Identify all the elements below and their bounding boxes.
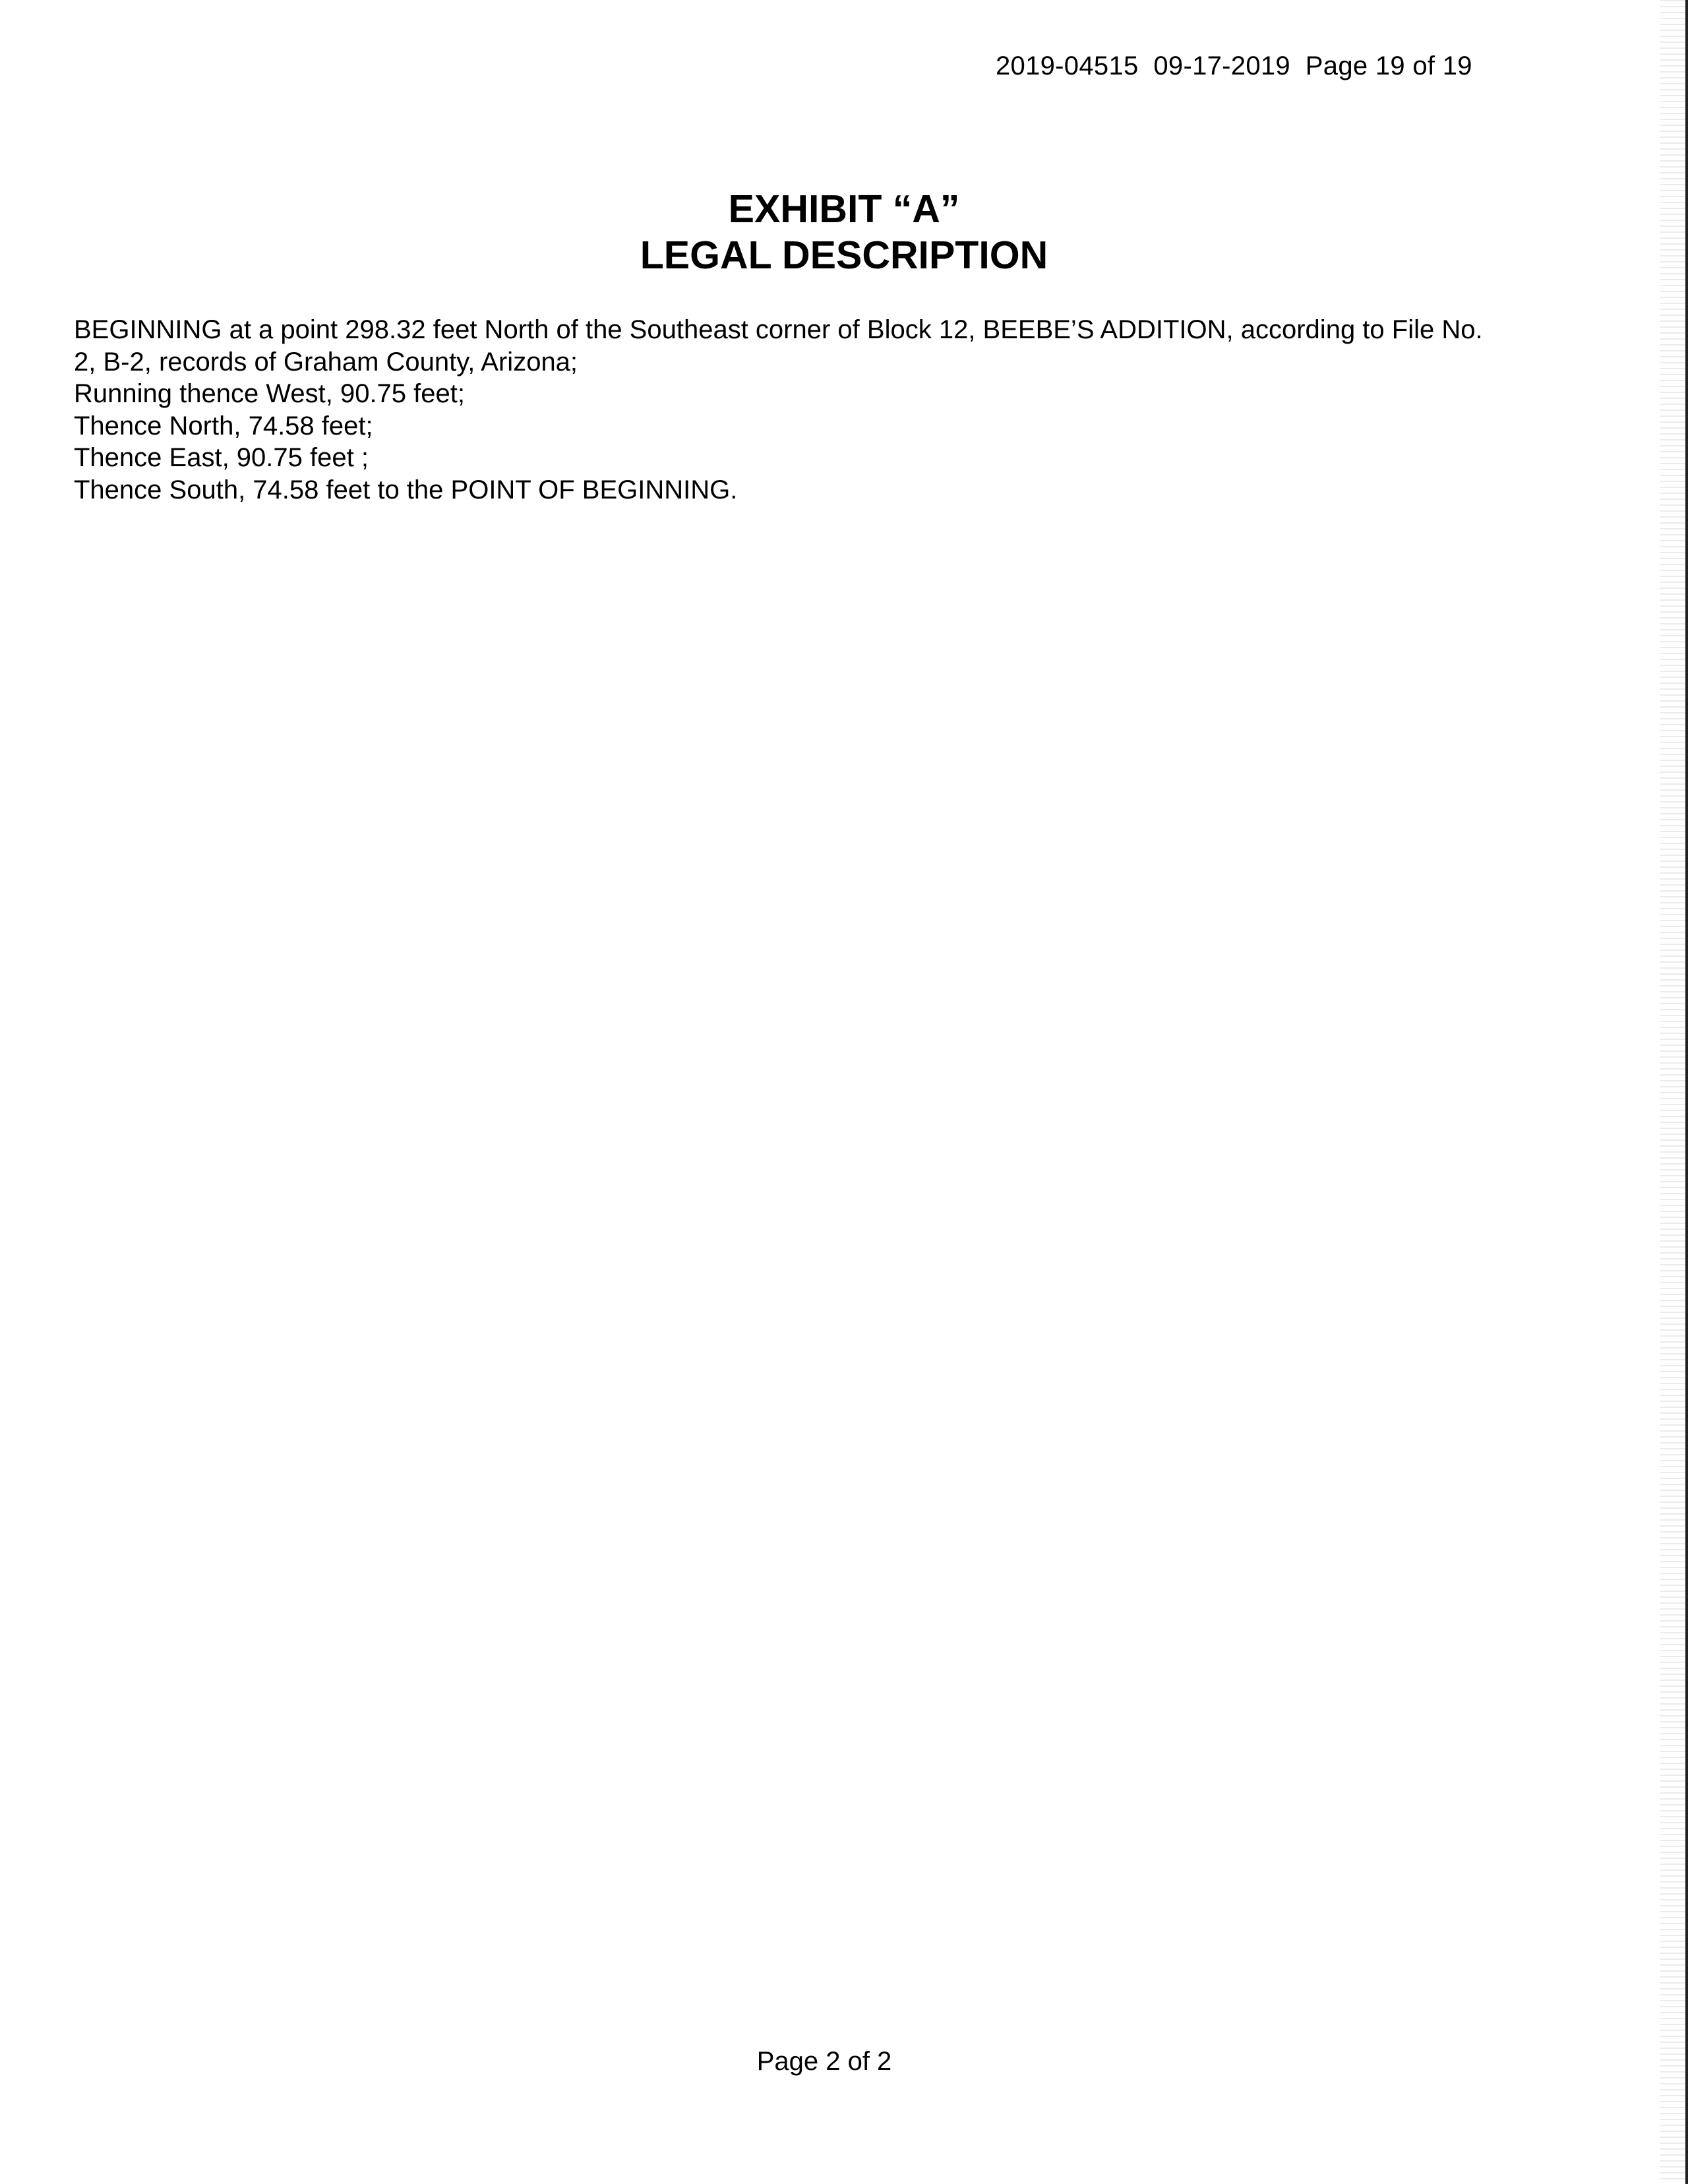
page-number-footer: Page 2 of 2 (756, 2047, 892, 2076)
exhibit-title: EXHIBIT “A” (728, 187, 960, 231)
scan-edge-border (1685, 0, 1688, 2184)
scan-edge-artifact (1660, 0, 1688, 2184)
recording-stamp: 2019-04515 09-17-2019 Page 19 of 19 (996, 51, 1472, 80)
legal-description-body (74, 314, 1564, 506)
legal-description-line: BEGINNING at a point 298.32 feet North of the Southeast corner of Block 12, BEEBE’S ADDITION, according to File No. (74, 315, 1483, 344)
legal-description-line: Running thence West, 90.75 feet; (74, 379, 465, 408)
legal-description-line: 2, B-2, records of Graham County, Arizona; (74, 347, 578, 377)
exhibit-subtitle: LEGAL DESCRIPTION (640, 233, 1048, 277)
legal-description-line: Thence South, 74.58 feet to the POINT OF BEGINNING. (74, 475, 738, 504)
legal-description-line: Thence East, 90.75 feet ; (74, 443, 369, 472)
legal-description-line: Thence North, 74.58 feet; (74, 411, 373, 440)
